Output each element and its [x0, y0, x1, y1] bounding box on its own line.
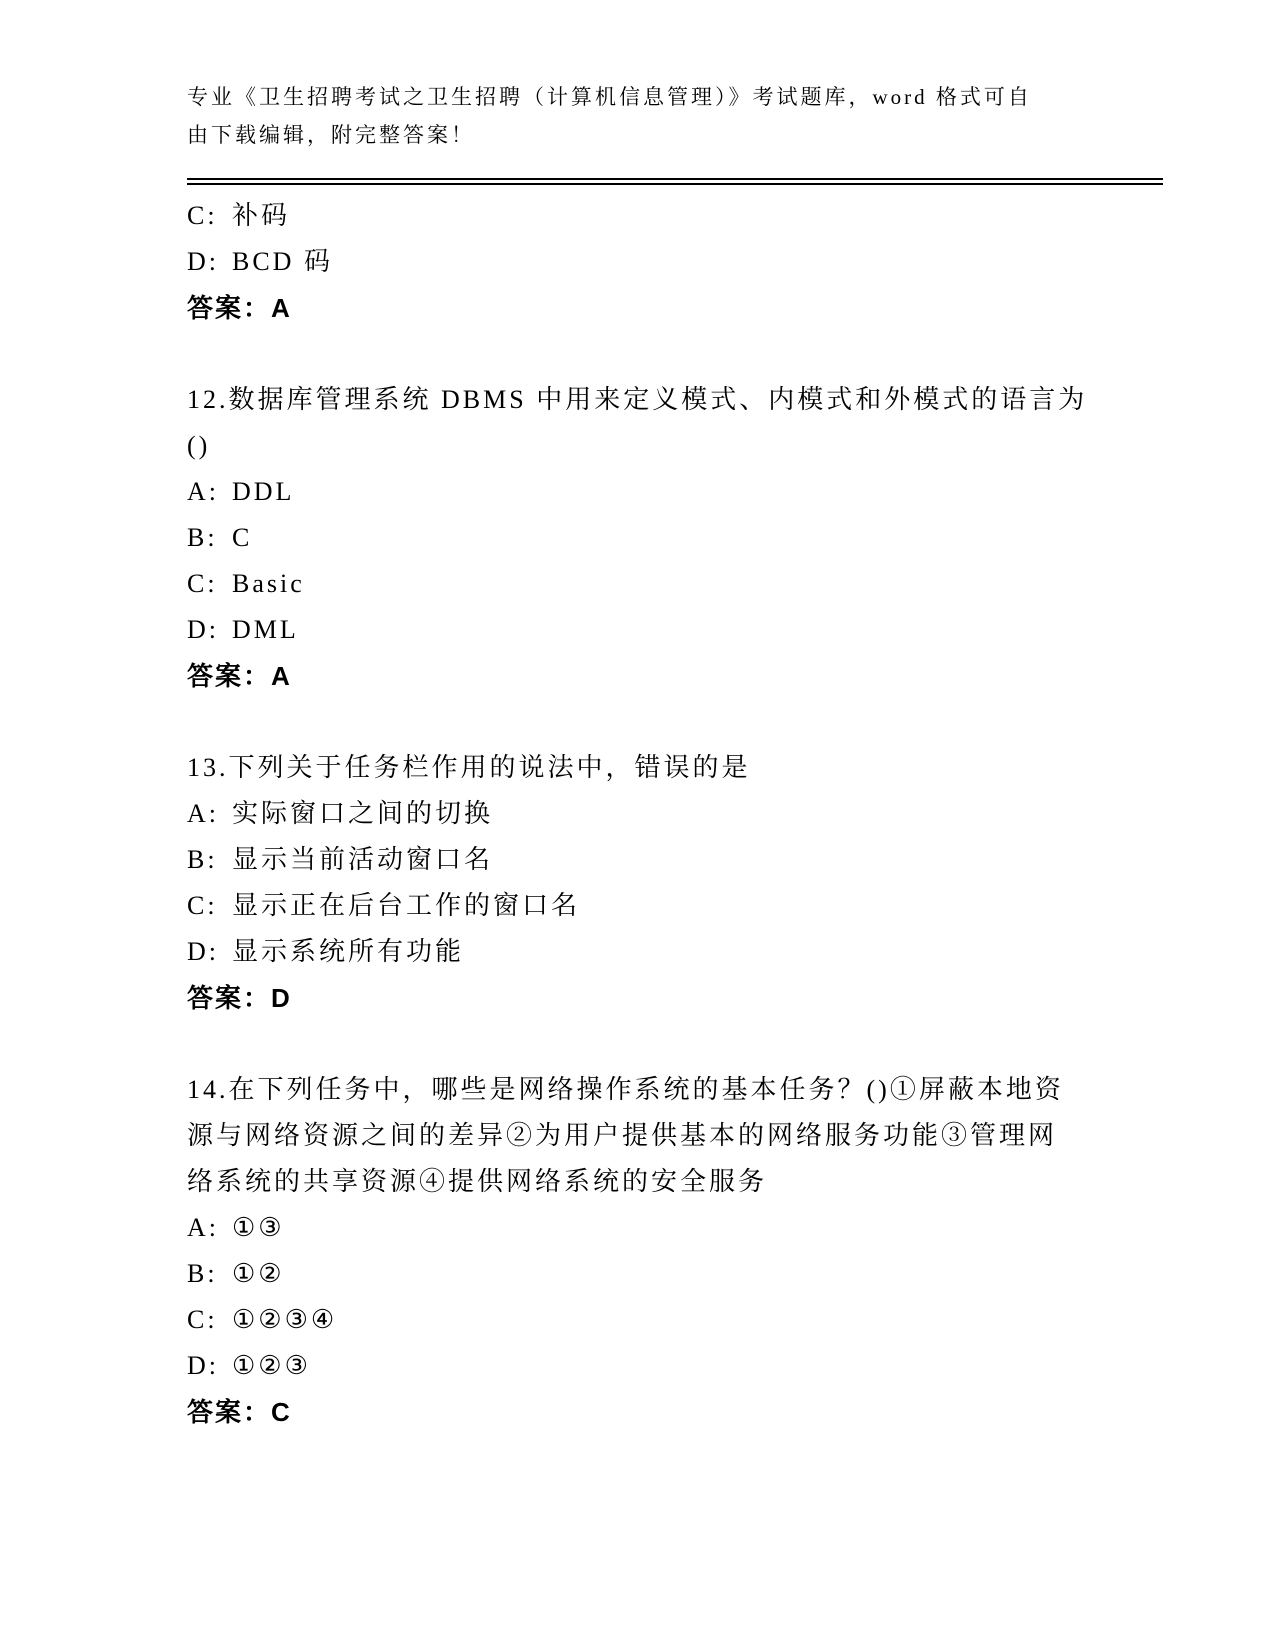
question-title-line: 14.在下列任务中，哪些是网络操作系统的基本任务？()①屏蔽本地资 [187, 1075, 1064, 1104]
option-label: B: [187, 845, 218, 874]
answer-value: A [271, 293, 292, 323]
option-row [187, 239, 1163, 285]
question-block [187, 1067, 1163, 1435]
option-text: ①②③ [232, 1351, 311, 1380]
question-title-line: 源与网络资源之间的差异②为用户提供基本的网络服务功能③管理网 [187, 1121, 1058, 1150]
page-header [187, 78, 1163, 185]
option-row [187, 1251, 1163, 1297]
question-title-line: 络系统的共享资源④提供网络系统的安全服务 [187, 1167, 768, 1196]
answer-value: A [271, 661, 292, 691]
option-row [187, 1343, 1163, 1389]
header-title [187, 78, 1163, 154]
option-row [187, 561, 1163, 607]
option-label: C: [187, 569, 218, 598]
option-label: A: [187, 477, 219, 506]
header-divider [187, 178, 1163, 185]
option-label: D: [187, 937, 219, 966]
option-row [187, 607, 1163, 653]
question-block [187, 745, 1163, 1021]
option-row [187, 1205, 1163, 1251]
answer-label: 答案： [187, 983, 272, 1013]
option-row [187, 929, 1163, 975]
answer-label: 答案： [187, 293, 272, 323]
option-label: C: [187, 891, 218, 920]
option-text: 显示正在后台工作的窗口名 [232, 891, 581, 920]
option-label: A: [187, 1213, 219, 1242]
option-text: Basic [232, 569, 305, 598]
header-title-line: 专业《卫生招聘考试之卫生招聘（计算机信息管理）》考试题库，word 格式可自 [187, 85, 1032, 109]
question-title-line: () [187, 431, 211, 460]
answer-value: D [271, 983, 292, 1013]
question-title-line: 12.数据库管理系统 DBMS 中用来定义模式、内模式和外模式的语言为 [187, 385, 1088, 414]
option-row [187, 515, 1163, 561]
option-label: C: [187, 1305, 218, 1334]
option-text: 显示系统所有功能 [232, 937, 465, 966]
question-title-line: 13.下列关于任务栏作用的说法中，错误的是 [187, 753, 751, 782]
option-label: D: [187, 615, 219, 644]
option-text: 显示当前活动窗口名 [232, 845, 494, 874]
option-row [187, 837, 1163, 883]
option-text: 补码 [232, 201, 291, 230]
answer-value: C [271, 1397, 292, 1427]
question-block [187, 193, 1163, 331]
option-text: ①② [232, 1259, 285, 1288]
option-text: ①②③④ [232, 1305, 338, 1334]
answer-label: 答案： [187, 661, 272, 691]
option-text: 实际窗口之间的切换 [232, 799, 494, 828]
option-label: B: [187, 1259, 218, 1288]
option-text: ①③ [232, 1213, 285, 1242]
answer-row [187, 1389, 1163, 1435]
header-title-line: 由下载编辑，附完整答案！ [187, 123, 475, 147]
option-row [187, 1297, 1163, 1343]
option-text: DML [232, 615, 299, 644]
option-label: A: [187, 799, 219, 828]
option-label: D: [187, 1351, 219, 1380]
answer-row [187, 975, 1163, 1021]
answer-label: 答案： [187, 1397, 272, 1427]
option-row [187, 469, 1163, 515]
option-label: C: [187, 201, 218, 230]
option-label: D: [187, 247, 219, 276]
option-label: B: [187, 523, 218, 552]
answer-row [187, 285, 1163, 331]
questions-container [187, 185, 1163, 1435]
option-text: BCD 码 [232, 247, 333, 276]
question-block [187, 377, 1163, 699]
option-row [187, 883, 1163, 929]
option-row [187, 791, 1163, 837]
option-row [187, 193, 1163, 239]
option-text: DDL [232, 477, 295, 506]
option-text: C [232, 523, 253, 552]
answer-row [187, 653, 1163, 699]
